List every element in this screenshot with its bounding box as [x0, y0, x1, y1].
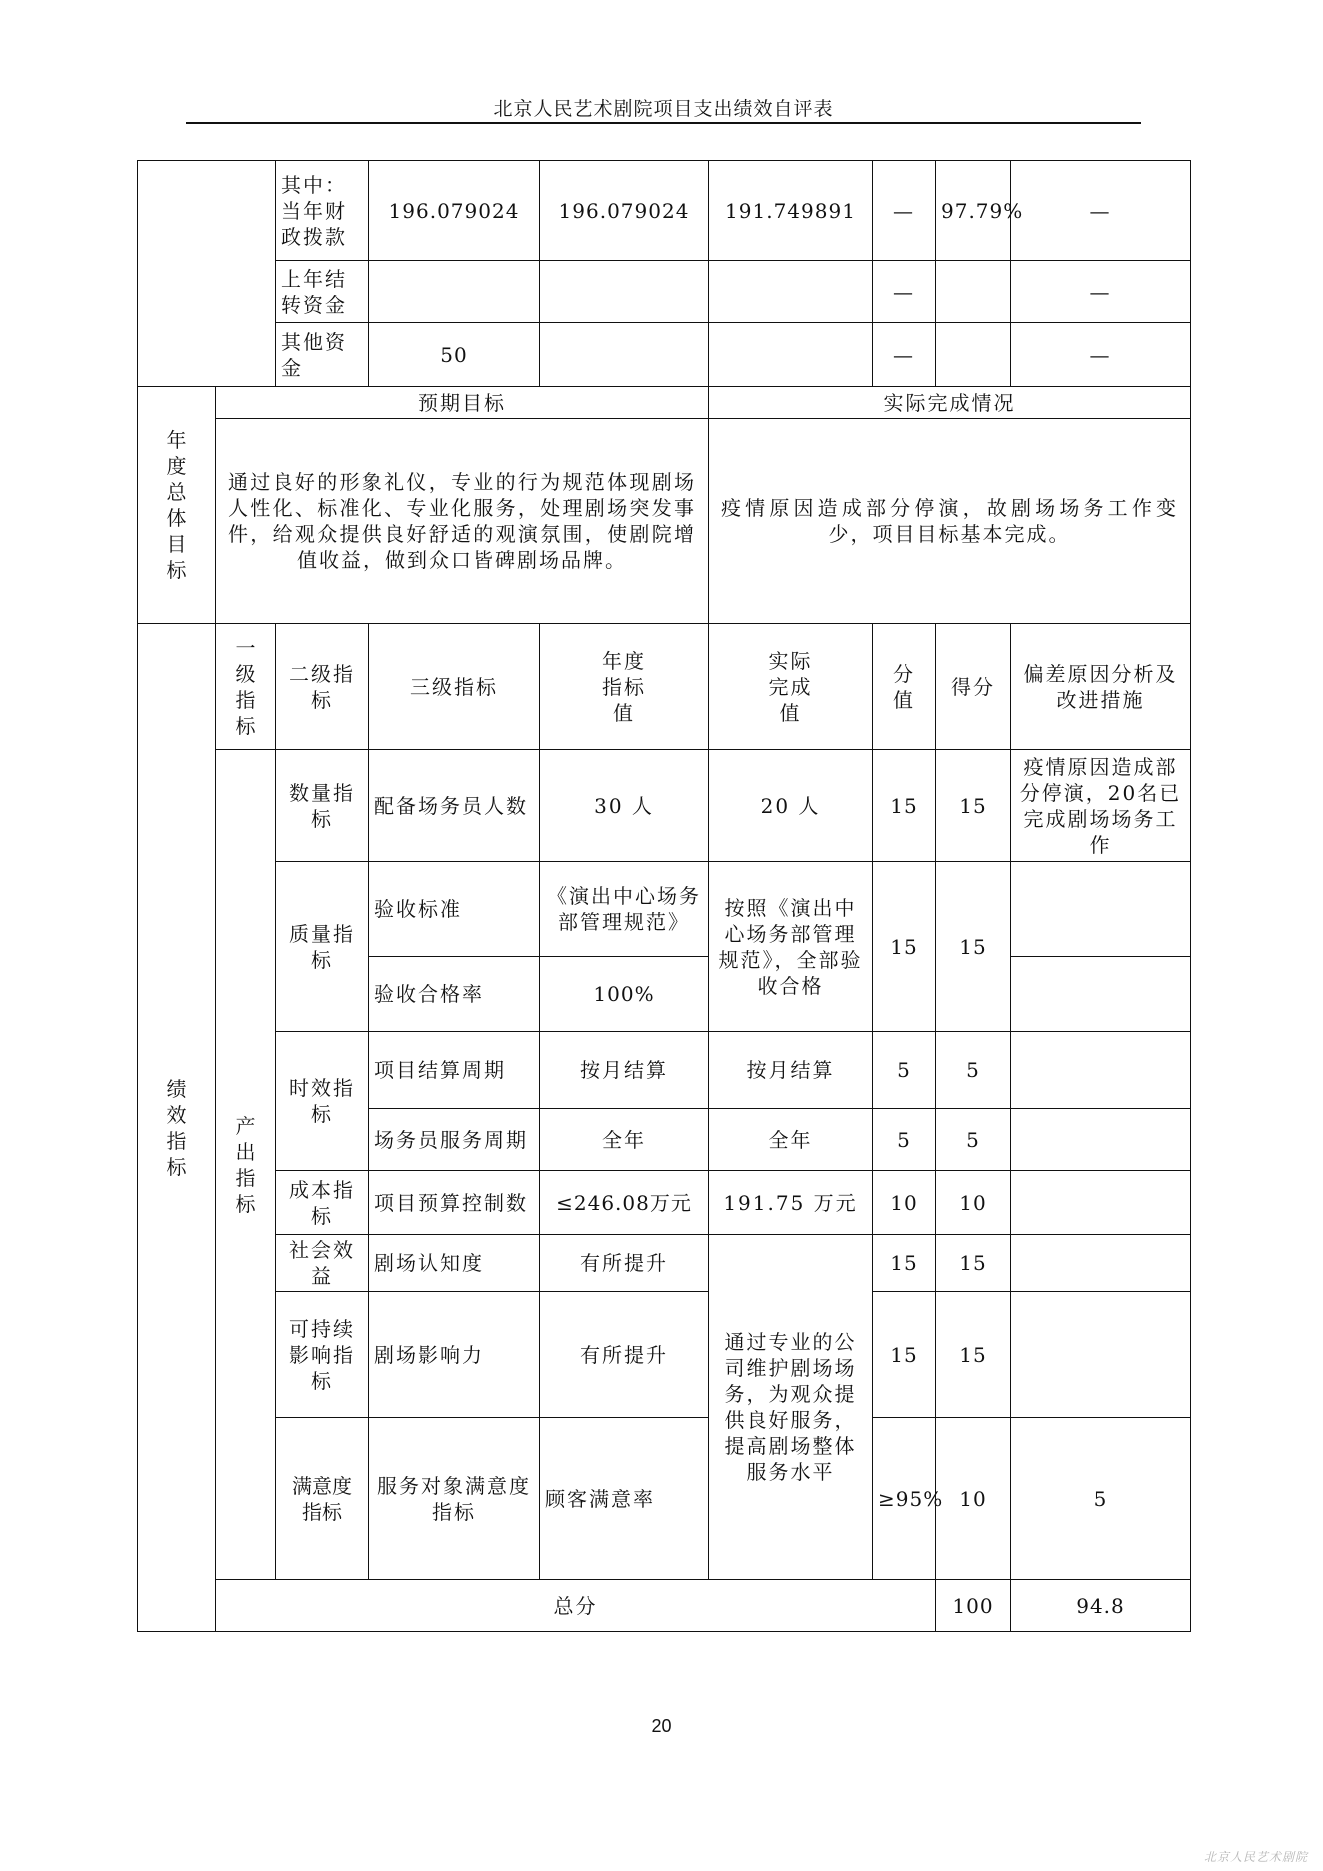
funds-label: 其他资金 [276, 323, 369, 387]
weight-cell: 10 [873, 1171, 936, 1235]
weight-cell: 5 [873, 1032, 936, 1109]
weight-cell: 10 [936, 1418, 1011, 1580]
weight-cell: 15 [873, 862, 936, 1032]
level2-cell: 服务对象满意度指标 [369, 1418, 540, 1580]
target-cell: 30 人 [540, 750, 709, 862]
target-cell: 100% [540, 957, 709, 1032]
actual-cell: 191.75 万元 [709, 1171, 873, 1235]
actual-cell: 按月结算 [709, 1032, 873, 1109]
total-row [138, 1580, 1191, 1632]
header-annual-target: 年度指标值 [540, 624, 709, 750]
level2-cell: 成本指标 [276, 1171, 369, 1235]
target-cell: 有所提升 [540, 1292, 709, 1418]
funds-cell [709, 323, 873, 387]
score-cell: 5 [1011, 1418, 1191, 1580]
funds-cell [936, 261, 1011, 323]
weight-cell: 15 [873, 1235, 936, 1292]
actual-cell: 全年 [709, 1109, 873, 1171]
target-cell: 按月结算 [540, 1032, 709, 1109]
deviation-cell [1011, 957, 1191, 1032]
expected-goal-text: 通过良好的形象礼仪，专业的行为规范体现剧场人性化、标准化、专业化服务，处理剧场突发事件，给观众提供良好舒适的观演氛围，使剧院增值收益，做到众口皆碑剧场品牌。 [216, 419, 709, 624]
score-cell: 15 [936, 862, 1011, 1032]
total-label: 总分 [216, 1580, 936, 1632]
weight-cell: 15 [873, 750, 936, 862]
funds-cell [540, 261, 709, 323]
satisfaction-indicator-label: 满意度指标 [276, 1418, 369, 1580]
level2-cell: 质量指标 [276, 862, 369, 1032]
funds-row-current-year [138, 161, 1191, 261]
funds-cell [369, 261, 540, 323]
annual-goal-label: 年度总体目标 [138, 387, 216, 624]
target-cell: ≤246.08万元 [540, 1171, 709, 1235]
level2-cell: 数量指标 [276, 750, 369, 862]
target-cell: ≥95% [873, 1418, 936, 1580]
funds-cell: 191.749891 [709, 161, 873, 261]
indicator-row-timeliness-a [138, 1032, 1191, 1109]
level3-cell: 场务员服务周期 [369, 1109, 540, 1171]
actual-cell: 20 人 [709, 750, 873, 862]
header-level1: 一级指标 [216, 624, 276, 750]
score-cell: 5 [936, 1109, 1011, 1171]
score-cell: 15 [936, 1235, 1011, 1292]
output-indicator-label: 产出指标 [216, 750, 276, 1580]
annual-goal-content-row [138, 419, 1191, 624]
header-deviation: 偏差原因分析及改进措施 [1011, 624, 1191, 750]
level3-cell: 项目预算控制数 [369, 1171, 540, 1235]
merged-actual-cell: 通过专业的公司维护剧场场务，为观众提供良好服务，提高剧场整体服务水平 [709, 1235, 873, 1580]
level3-cell: 项目结算周期 [369, 1032, 540, 1109]
deviation-cell [1011, 1235, 1191, 1292]
watermark-logo: 北京人民艺术剧院 [1204, 1850, 1309, 1864]
deviation-cell [1011, 1171, 1191, 1235]
funds-cell: — [873, 323, 936, 387]
level2-cell: 时效指标 [276, 1032, 369, 1171]
level3-cell: 验收合格率 [369, 957, 540, 1032]
funds-cell: 50 [369, 323, 540, 387]
funds-cell: — [1011, 323, 1191, 387]
actual-completion-header: 实际完成情况 [709, 387, 1191, 419]
indicator-row-sustainable [138, 1292, 1191, 1418]
indicator-row-cost [138, 1171, 1191, 1235]
level3-cell: 验收标准 [369, 862, 540, 957]
page-header-title: 北京人民艺术剧院项目支出绩效自评表 [493, 98, 834, 120]
page-number: 20 [651, 1716, 672, 1736]
funds-cell [936, 323, 1011, 387]
level3-cell: 配备场务员人数 [369, 750, 540, 862]
funds-cell [540, 323, 709, 387]
level3-cell: 顾客满意率 [540, 1418, 709, 1580]
funds-cell [709, 261, 873, 323]
funds-cell: — [873, 261, 936, 323]
funds-cell: 97.79% [936, 161, 1011, 261]
funds-label: 其中：当年财政拨款 [276, 161, 369, 261]
level2-cell: 可持续影响指标 [276, 1292, 369, 1418]
total-score: 94.8 [1011, 1580, 1191, 1632]
funds-row-carryover [138, 261, 1191, 323]
header-score: 得分 [936, 624, 1011, 750]
indicators-section-label: 绩效指标 [138, 624, 216, 1632]
header-level3: 三级指标 [369, 624, 540, 750]
performance-evaluation-table [137, 160, 1191, 1632]
header-rule [186, 122, 1141, 124]
score-cell: 15 [936, 750, 1011, 862]
header-actual-value: 实际完成值 [709, 624, 873, 750]
header-level2: 二级指标 [276, 624, 369, 750]
indicator-row-social [138, 1235, 1191, 1292]
deviation-cell [1011, 1109, 1191, 1171]
level3-cell: 剧场认知度 [369, 1235, 540, 1292]
level2-cell: 社会效益 [276, 1235, 369, 1292]
weight-cell: 5 [873, 1109, 936, 1171]
weight-cell: 15 [873, 1292, 936, 1418]
target-cell: 有所提升 [540, 1235, 709, 1292]
indicator-row-quantity [138, 750, 1191, 862]
funds-cell: — [873, 161, 936, 261]
indicator-header-row [138, 624, 1191, 750]
score-cell: 10 [936, 1171, 1011, 1235]
funds-row-other [138, 323, 1191, 387]
deviation-cell [1011, 1292, 1191, 1418]
funds-cell: — [1011, 261, 1191, 323]
annual-goal-header-row [138, 387, 1191, 419]
actual-completion-text: 疫情原因造成部分停演，故剧场场务工作变少，项目目标基本完成。 [709, 419, 1191, 624]
funds-cell: 196.079024 [540, 161, 709, 261]
funds-label: 上年结转资金 [276, 261, 369, 323]
deviation-cell: 疫情原因造成部分停演，20名已完成剧场场务工作 [1011, 750, 1191, 862]
target-cell: 全年 [540, 1109, 709, 1171]
header-weight: 分值 [873, 624, 936, 750]
total-weight: 100 [936, 1580, 1011, 1632]
funds-blank-cell [138, 161, 276, 387]
funds-cell: — [1011, 161, 1191, 261]
deviation-cell [1011, 862, 1191, 957]
score-cell: 15 [936, 1292, 1011, 1418]
indicator-row-quality-a [138, 862, 1191, 957]
funds-cell: 196.079024 [369, 161, 540, 261]
actual-cell: 按照《演出中心场务部管理规范》，全部验收合格 [709, 862, 873, 1032]
indicator-row-satisfaction [138, 1418, 1191, 1580]
level3-cell: 剧场影响力 [369, 1292, 540, 1418]
target-cell: 《演出中心场务部管理规范》 [540, 862, 709, 957]
deviation-cell [1011, 1032, 1191, 1109]
expected-goal-header: 预期目标 [216, 387, 709, 419]
score-cell: 5 [936, 1032, 1011, 1109]
